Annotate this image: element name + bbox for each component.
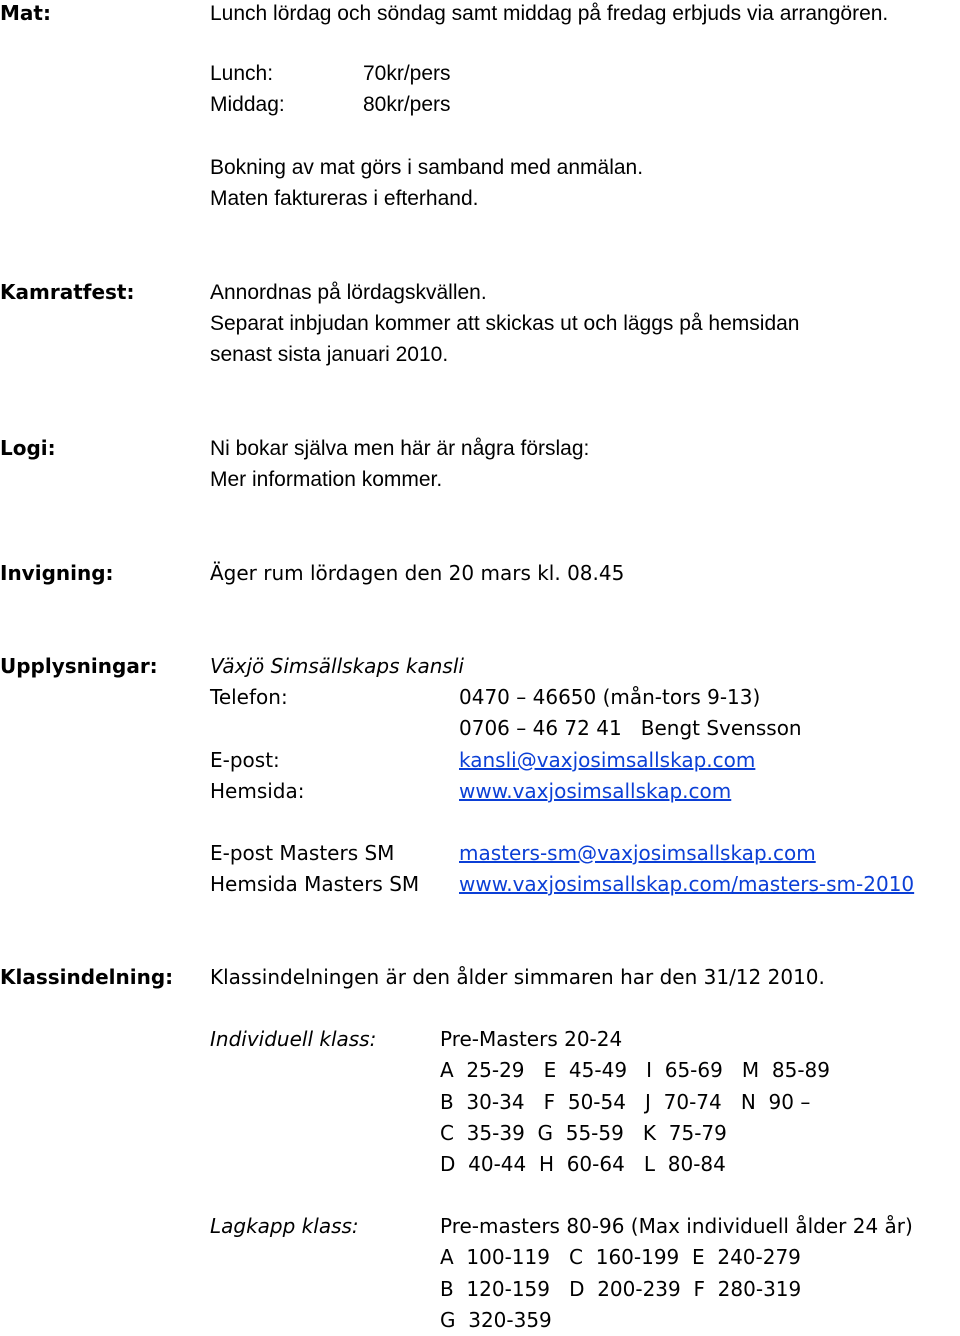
email-link[interactable]: kansli@vaxjosimsallskap.com (459, 748, 756, 772)
price-value-middag: 80kr/pers (363, 93, 451, 116)
mat-intro: Lunch lördag och söndag samt middag på fredag erbjuds via arrangören. (210, 2, 889, 25)
individual-line: A 25-29 E 45-49 I 65-69 M 85-89 (440, 1058, 831, 1082)
web-label: Hemsida: (210, 779, 305, 803)
price-name-middag: Middag: (210, 93, 285, 116)
invigning-text: Äger rum lördagen den 20 mars kl. 08.45 (210, 561, 625, 585)
section-label-upplysningar: Upplysningar: (0, 654, 158, 678)
web-link[interactable]: www.vaxjosimsallskap.com (459, 779, 732, 803)
team-line: G 320-359 (440, 1308, 552, 1332)
team-line: A 100-119 C 160-199 E 240-279 (440, 1245, 801, 1269)
logi-line-1: Ni bokar själva men här är några förslag: (210, 437, 590, 460)
masters-web-label: Hemsida Masters SM (210, 872, 420, 896)
individual-class-label: Individuell klass: (210, 1027, 377, 1051)
section-label-mat: Mat: (0, 1, 51, 25)
masters-email-link[interactable]: masters-sm@vaxjosimsallskap.com (459, 841, 816, 865)
section-label-invigning: Invigning: (0, 561, 114, 585)
team-line: Pre-masters 80-96 (Max individuell ålder 24 år) (440, 1214, 913, 1238)
phone-label: Telefon: (210, 685, 288, 709)
kamratfest-line-1: Annordnas på lördagskvällen. (210, 281, 487, 304)
masters-web-link[interactable]: www.vaxjosimsallskap.com/masters-sm-2010 (459, 872, 915, 896)
individual-line: B 30-34 F 50-54 J 70-74 N 90 – (440, 1090, 811, 1114)
price-value-lunch: 70kr/pers (363, 62, 451, 85)
section-label-kamratfest: Kamratfest: (0, 280, 135, 304)
team-class-label: Lagkapp klass: (210, 1214, 359, 1238)
mat-note-booking: Bokning av mat görs i samband med anmälan. (210, 156, 644, 179)
email-label: E-post: (210, 748, 280, 772)
phone-1: 0470 – 46650 (mån-tors 9-13) (459, 685, 761, 709)
individual-line: Pre-Masters 20-24 (440, 1027, 623, 1051)
section-label-klassindelning: Klassindelning: (0, 965, 174, 989)
price-name-lunch: Lunch: (210, 62, 274, 85)
kamratfest-line-2: Separat inbjudan kommer att skickas ut och läggs på hemsidan (210, 312, 800, 335)
section-label-logi: Logi: (0, 436, 56, 460)
team-line: B 120-159 D 200-239 F 280-319 (440, 1277, 802, 1301)
phone-2: 0706 – 46 72 41 Bengt Svensson (459, 716, 802, 740)
mat-note-invoice: Maten faktureras i efterhand. (210, 187, 479, 210)
logi-line-2: Mer information kommer. (210, 468, 443, 491)
individual-line: D 40-44 H 60-64 L 80-84 (440, 1152, 726, 1176)
individual-line: C 35-39 G 55-59 K 75-79 (440, 1121, 727, 1145)
masters-email-label: E-post Masters SM (210, 841, 395, 865)
kamratfest-line-3: senast sista januari 2010. (210, 343, 449, 366)
upplysningar-org: Växjö Simsällskaps kansli (210, 654, 464, 678)
klassindelning-intro: Klassindelningen är den ålder simmaren har den 31/12 2010. (210, 965, 825, 989)
